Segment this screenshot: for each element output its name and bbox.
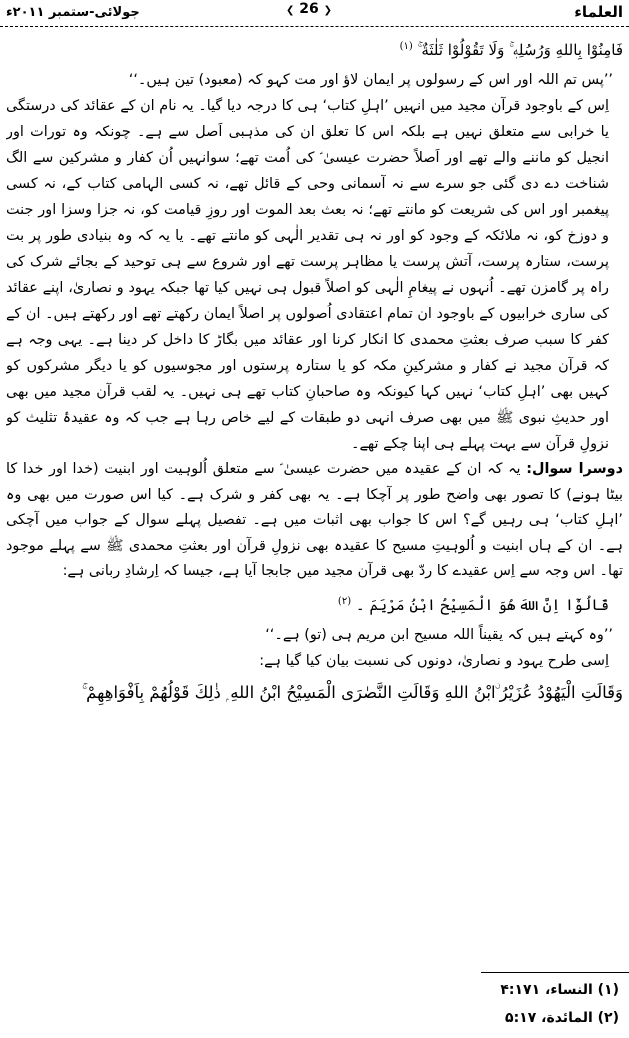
verse-1-ref: (۱) (399, 41, 413, 52)
verse-2-ref: (۲) (337, 595, 352, 607)
header-divider (0, 26, 629, 27)
issue-date: جولائی-ستمبر ۲۰۱۱ء (6, 4, 140, 20)
page-number-badge (286, 1, 332, 17)
paragraph-1: اِس کے باوجود قرآن مجید میں انہیں ’اہلِ کتاب‘ ہی کا درجہ دیا گیا۔ یہ نام ان کے عقائد کی درستگی یا خرابی سے متعلق نہیں ہے بلکہ اس کا تعلق ان کی مذہبی اَصل سے ہے۔ چونکہ وہ تورات اور انجیل کو ماننے والے تھے اور اَصلاً حضرت عیسیٰ ؑ کی اُمت تھے؛ سوانہیں اُن کفار و مشرکین سے الگ شناخت دے دی گئی جو سرے سے نہ آسمانی وحی کے قائل تھے، نہ کسی الہامی کتاب کے، نہ کسی پیغمبر اور اس کی شریعت کو مانتے تھے؛ نہ بعث بعد الموت اور روزِ قیامت کو، نہ جزا وسزا اور جنت و دوزخ کو، نہ ملائکہ کے وجود کو اور نہ ہی تقدیر الٰہی کو مانتے تھے۔ یا یہ کہ وہ بنیادی طور پر بت پرست، ستارہ پرست، آتش پرست یا مظاہر پرست تھے اور شروع سے ہی توحید کے بجائے شرک کی راہ پر گامزن تھے۔ اُنہوں نے پیغامِ الٰہی کو اصلاً قبول ہی نہیں کیا تھا جبکہ یہود و نصاریٰ، اپنے عقائد کی ساری خرابیوں کے باوجود ان تمام اعتقادی اُصولوں پر اصلاً ایمان رکھتے تھے اور رکھتے ہیں۔ ان کے کفر کا سبب صرف بعثتِ محمدی کا انکار کرنا اور عقائد میں بگاڑ کا داخل کر دینا ہے۔ یہی وجہ ہے کہ قرآن مجید نے کفار و مشرکینِ مکہ کو یا ستارہ پرستوں اور مجوسیوں کو یا دیگر مشرکوں کو کہیں بھی ’اہلِ کتاب‘ نہیں کہا کیونکہ وہ صاحبانِ کتاب تھے ہی نہیں۔ یہ لقب قرآن مجید میں بھی اور حدیثِ نبوی ﷺ میں بھی صرف انہی دو طبقات کے لیے خاص رہا ہے جب کہ وہ عقیدۂ تثلیث کو نزولِ قرآن سے بہت پہلے ہی اپنا چکے تھے۔ (6, 98, 609, 452)
translation-1: ’’پس تم اللہ اور اس کے رسولوں پر ایمان لاؤ اور مت کہو کہ (معبود) تین ہیں۔‘‘ (128, 72, 613, 88)
footnote-1: (۱) النساء، ۴:۱۷۱ (500, 982, 619, 998)
footnote-2: (۲) المائدة، ۵:۱۷ (505, 1010, 619, 1026)
ornament-right-icon: ❯ (323, 5, 333, 16)
quran-verse-2 (6, 587, 623, 620)
question-2-label: دوسرا سوال: (526, 461, 623, 477)
quran-verse-3: وَقَالَتِ الْيَهُوْدُ عُزَيْرُ ۨابْنُ اللهِ وَقَالَتِ النَّصٰرَى الْمَسِيْحُ ابْنُ اللهِ ۭ ذٰلِكَ قَوْلُهُمْ بِاَفْوَاهِهِمْ ۚ (82, 682, 623, 702)
magazine-title: العلماء (574, 3, 623, 21)
quran-verse-1 (6, 32, 623, 65)
article-body (6, 30, 623, 970)
paragraph-2 (6, 457, 623, 585)
verse-1-text: فَامِنُوْا بِاللهِ وَرُسُلِهٖ ۚ وَلَا تَقُوْلُوْا ثَلٰثَةٌ ۚ (417, 41, 623, 59)
verse-2-text: قَالُوْٓا اِنَّ اللهَ هُوَ الْمَسِيْحُ ابْنُ مَرْيَمَ ۔ (355, 595, 609, 614)
intro-line-3: اِسی طرح یہود و نصاریٰ، دونوں کی نسبت بیان کیا گیا ہے: (259, 652, 609, 669)
translation-2: ’’وہ کہتے ہیں کہ یقیناً اللہ مسیح ابن مریم ہی (تو) ہے۔‘‘ (265, 626, 613, 643)
page-number: 26 (299, 1, 319, 17)
ornament-left-icon: ❮ (286, 5, 295, 16)
paragraph-2-text: یہ کہ ان کے عقیدہ میں حضرت عیسیٰ ؑ سے متعلق اُلوہیت اور ابنیت (خدا اور خدا کا بیٹا ہونے) کا تصور بھی واضح طور پر آچکا ہے۔ یہ بھی کفر و شرک ہے۔ کیا اس صورت میں بھی وہ ’اہلِ کتاب‘ ہی رہیں گے؟ اس کا جواب بھی اثبات میں ہے۔ تفصیل پہلے سوال کے جواب میں آچکی ہے۔ ان کے ہاں ابنیت و اُلوہیتِ مسیح کا عقیدہ بھی نزولِ قرآن اور بعثتِ محمدی ﷺ سے پہلے موجود تھا۔ اس وجہ سے اِس عقیدے کا ردّ بھی قرآن مجید میں جابجا آیا ہے، جیسا کہ اِرشادِ ربانی ہے: (6, 461, 623, 580)
footnote-divider (481, 972, 629, 973)
